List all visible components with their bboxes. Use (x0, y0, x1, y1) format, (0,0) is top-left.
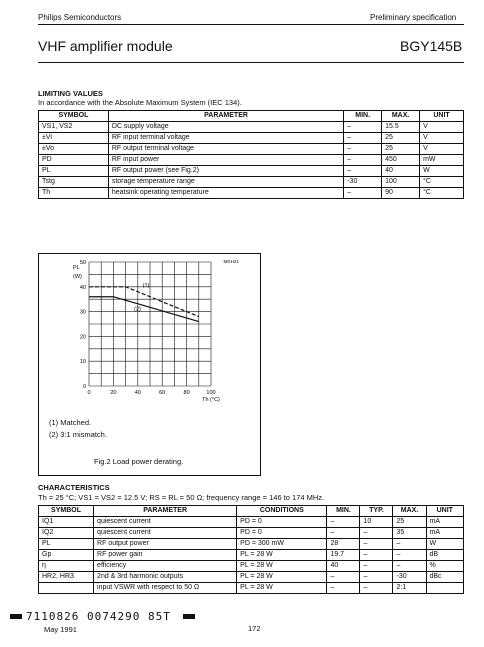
document-title: VHF amplifier module (38, 38, 173, 54)
table-cell-conditions: PD = 0 (237, 528, 327, 539)
table-cell-max: – (393, 561, 426, 572)
table-cell-max: 25 (382, 133, 420, 144)
x-tick-label: 80 (183, 390, 190, 396)
table-cell-min: – (344, 188, 382, 199)
table-cell-conditions: PL = 28 W (237, 550, 327, 561)
table-row (39, 517, 464, 528)
table-cell-symbol: ±Vo (39, 144, 109, 155)
table-cell-min: – (327, 583, 360, 594)
table-cell-parameter: RF output terminal voltage (108, 144, 343, 155)
limiting-values-subheading: In accordance with the Absolute Maximum System (IEC 134). (38, 98, 242, 107)
table-cell-min: – (344, 155, 382, 166)
table-cell-min: – (327, 517, 360, 528)
table-row (39, 539, 464, 550)
table-cell-typ: – (360, 528, 393, 539)
x-tick-label: 40 (134, 390, 141, 396)
table-row (39, 166, 464, 177)
table-cell-symbol: IQ2 (39, 528, 94, 539)
table-header-row (39, 506, 464, 517)
curve-label-2: (2) (134, 306, 141, 313)
table-row (39, 561, 464, 572)
table-cell-symbol: Tstg (39, 177, 109, 188)
part-number: BGY145B (400, 38, 463, 54)
y-tick-label: 40 (79, 284, 86, 291)
table-cell-symbol: Th (39, 188, 109, 199)
y-tick-label: 0 (82, 384, 86, 390)
table-cell-min: 40 (327, 561, 360, 572)
table-cell-max: 90 (382, 188, 420, 199)
table-cell-max: – (393, 550, 426, 561)
figure-code: MGH21 (223, 259, 239, 264)
table-cell-parameter: RF output power (94, 539, 237, 550)
y-tick-label: 50 (79, 260, 86, 266)
table-cell-typ: – (360, 561, 393, 572)
table-cell-min: – (344, 122, 382, 133)
column-header: SYMBOL (39, 506, 94, 517)
table-cell-unit: °C (420, 177, 464, 188)
page-number: 172 (248, 624, 261, 633)
table-cell-min: – (327, 528, 360, 539)
table-header-row (39, 111, 464, 122)
title-rule (38, 62, 464, 63)
table-cell-parameter: RF input power (108, 155, 343, 166)
table-cell-conditions: PL = 28 W (237, 561, 327, 572)
table-cell-parameter: storage temperature range (108, 177, 343, 188)
table-cell-min: 28 (327, 539, 360, 550)
column-header: CONDITIONS (237, 506, 327, 517)
y-axis-label: PL (73, 265, 80, 271)
table-cell-parameter: heatsink operating temperature (108, 188, 343, 199)
table-cell-unit: % (426, 561, 464, 572)
column-header: TYP. (360, 506, 393, 517)
table-cell-parameter: 2nd & 3rd harmonic outputs (94, 572, 237, 583)
table-cell-min: 19.7 (327, 550, 360, 561)
y-tick-label: 30 (79, 309, 86, 316)
table-cell-symbol: PD (39, 155, 109, 166)
table-cell-max: 25 (382, 144, 420, 155)
table-row (39, 583, 464, 594)
table-row (39, 188, 464, 199)
table-cell-symbol: ±Vi (39, 133, 109, 144)
table-cell-max: 450 (382, 155, 420, 166)
table-cell-min: -30 (344, 177, 382, 188)
column-header: MAX. (393, 506, 426, 517)
table-cell-unit: mA (426, 528, 464, 539)
table-cell-parameter: quiescent current (94, 517, 237, 528)
figure-note-1: (1) Matched. (49, 418, 92, 427)
table-cell-typ: – (360, 572, 393, 583)
x-tick-label: 60 (159, 390, 166, 396)
table-cell-min: – (344, 133, 382, 144)
table-cell-max: 25 (393, 517, 426, 528)
table-cell-conditions: PL = 28 W (237, 572, 327, 583)
figure-note-2: (2) 3:1 mismatch. (49, 430, 107, 439)
table-cell-typ: – (360, 550, 393, 561)
table-row (39, 177, 464, 188)
x-tick-label: 100 (206, 390, 216, 396)
table-cell-parameter: RF input terminal voltage (108, 133, 343, 144)
table-cell-symbol: VS1, VS2 (39, 122, 109, 133)
y-tick-label: 20 (79, 334, 86, 341)
x-tick-label: 20 (110, 390, 117, 396)
table-cell-unit: mA (426, 517, 464, 528)
column-header: SYMBOL (39, 111, 109, 122)
table-row (39, 133, 464, 144)
table-cell-symbol: HR2, HR3 (39, 572, 94, 583)
table-row (39, 528, 464, 539)
limiting-values-heading: LIMITING VALUES (38, 89, 103, 98)
column-header: UNIT (420, 111, 464, 122)
column-header: MIN. (344, 111, 382, 122)
table-cell-unit: mW (420, 155, 464, 166)
series-line-1 (89, 287, 199, 317)
footer-right-mark (183, 614, 195, 619)
limiting-values-table (38, 110, 464, 199)
table-row (39, 550, 464, 561)
table-cell-typ: 10 (360, 517, 393, 528)
table-cell-typ: – (360, 583, 393, 594)
table-cell-symbol: IQ1 (39, 517, 94, 528)
y-tick-label: 10 (79, 359, 86, 366)
column-header: MAX. (382, 111, 420, 122)
curve-label-1: (1) (142, 282, 150, 289)
table-cell-symbol: PL (39, 166, 109, 177)
publication-date: May 1991 (44, 625, 77, 634)
table-cell-unit: W (426, 539, 464, 550)
table-row (39, 144, 464, 155)
table-cell-unit: dBc (426, 572, 464, 583)
table-cell-parameter: efficiency (94, 561, 237, 572)
table-cell-max: 100 (382, 177, 420, 188)
figure-box (38, 253, 261, 476)
document-status: Preliminary specification (370, 13, 457, 22)
characteristics-table (38, 505, 464, 594)
table-cell-max: – (393, 539, 426, 550)
x-tick-label: 0 (87, 390, 91, 396)
table-cell-conditions: PD = 0 (237, 517, 327, 528)
table-cell-unit: V (420, 122, 464, 133)
table-cell-parameter: quiescent current (94, 528, 237, 539)
table-cell-conditions: PD = 300 mW (237, 539, 327, 550)
derating-chart (39, 254, 260, 475)
column-header: PARAMETER (94, 506, 237, 517)
table-cell-min: – (344, 144, 382, 155)
column-header: UNIT (426, 506, 464, 517)
figure-caption: Fig.2 Load power derating. (94, 457, 184, 466)
table-cell-unit: °C (420, 188, 464, 199)
table-cell-max: 40 (382, 166, 420, 177)
y-axis-unit: (W) (73, 274, 82, 280)
table-row (39, 572, 464, 583)
footer-left-mark (10, 614, 22, 619)
column-header: MIN. (327, 506, 360, 517)
table-cell-parameter: RF output power (see Fig.2) (108, 166, 343, 177)
table-cell-min: – (344, 166, 382, 177)
barcode-text: 7110826 0074290 85T (26, 610, 171, 623)
table-row (39, 155, 464, 166)
table-cell-typ: – (360, 539, 393, 550)
characteristics-heading: CHARACTERISTICS (38, 483, 110, 492)
table-cell-max: 15.5 (382, 122, 420, 133)
table-cell-unit (426, 583, 464, 594)
table-cell-symbol (39, 583, 94, 594)
table-row (39, 122, 464, 133)
table-cell-symbol: η (39, 561, 94, 572)
characteristics-subheading: Th = 25 °C; VS1 = VS2 = 12.5 V; RS = RL = 50 Ω; frequency range = 146 to 174 MHz. (38, 493, 325, 502)
header-rule (38, 24, 464, 25)
table-cell-max: 35 (393, 528, 426, 539)
table-cell-symbol: PL (39, 539, 94, 550)
table-cell-parameter: DC supply voltage (108, 122, 343, 133)
table-cell-unit: V (420, 144, 464, 155)
company-name: Philips Semiconductors (38, 13, 122, 22)
table-cell-symbol: Gp (39, 550, 94, 561)
series-line-2 (89, 297, 199, 322)
table-cell-unit: dB (426, 550, 464, 561)
table-cell-max: 2:1 (393, 583, 426, 594)
table-cell-max: -30 (393, 572, 426, 583)
table-cell-parameter: input VSWR with respect to 50 Ω (94, 583, 237, 594)
table-cell-conditions: PL = 28 W (237, 583, 327, 594)
table-cell-parameter: RF power gain (94, 550, 237, 561)
table-cell-unit: W (420, 166, 464, 177)
table-cell-unit: V (420, 133, 464, 144)
column-header: PARAMETER (108, 111, 343, 122)
x-axis-label: Th (°C) (202, 397, 220, 403)
table-cell-min: – (327, 572, 360, 583)
